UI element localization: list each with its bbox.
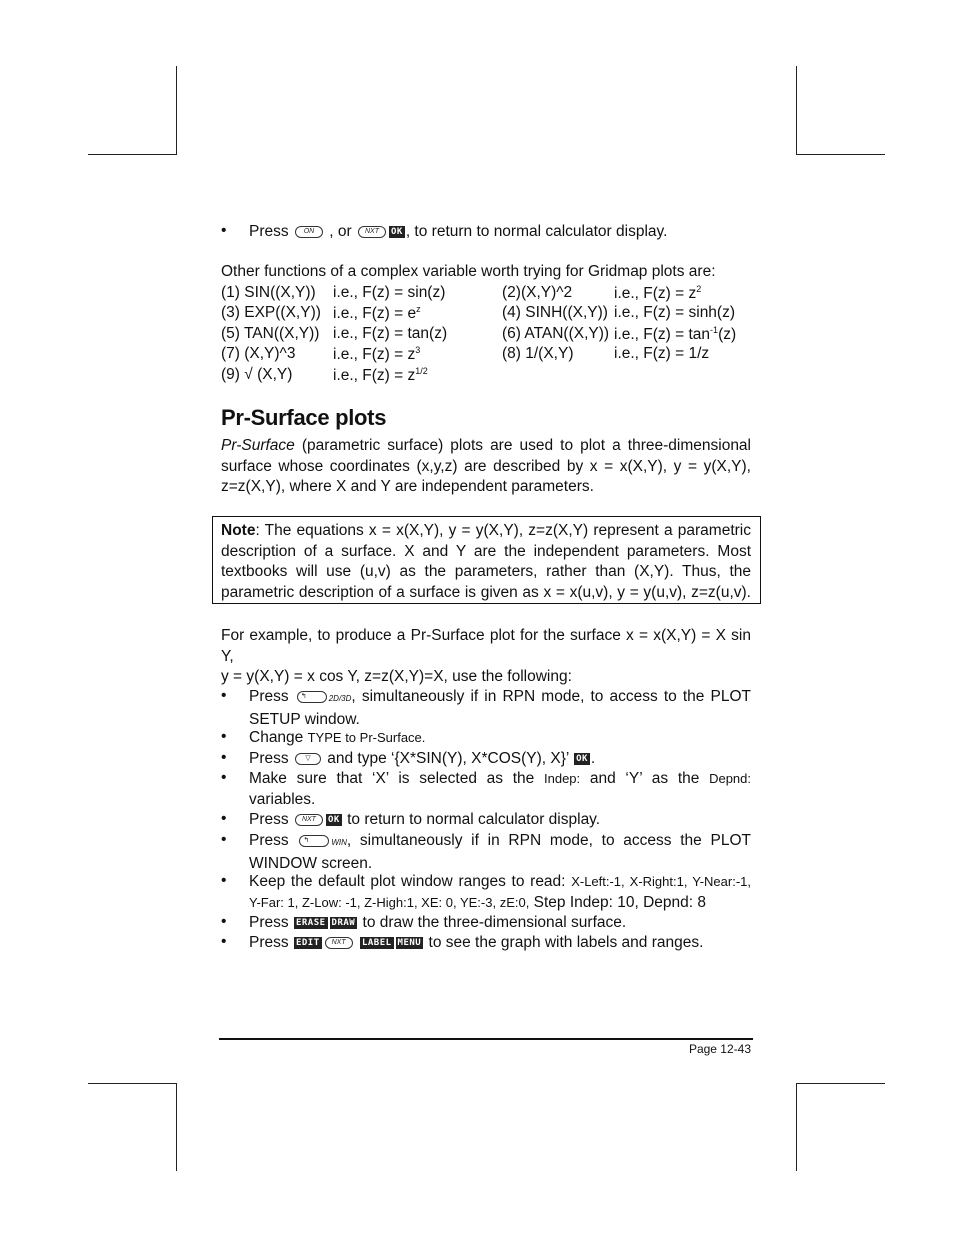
ok-softkey-icon: OK: [390, 226, 403, 237]
edit-softkey-icon: EDIT: [295, 937, 320, 948]
crop-mark: [88, 1083, 177, 1084]
crop-mark: [796, 1083, 885, 1084]
win-key-icon: WIN: [331, 838, 347, 847]
nxt-key-icon: NXT: [295, 814, 323, 826]
erase-softkey-icon: ERASE: [295, 917, 326, 928]
crop-mark: [796, 66, 797, 154]
crop-mark: [176, 66, 177, 154]
ok-softkey-icon: OK: [327, 814, 340, 825]
footer-rule: [219, 1038, 753, 1040]
functions-intro: Other functions of a complex variable worth trying for Gridmap plots are:: [221, 263, 716, 280]
on-key-icon: ON: [295, 226, 323, 238]
crop-mark: [88, 154, 177, 155]
down-arrow-key-icon: ▽: [295, 753, 321, 765]
ok-softkey-icon: OK: [576, 753, 588, 764]
crop-mark: [796, 154, 885, 155]
left-shift-key-icon: ↰: [297, 691, 327, 703]
note-text: Note: The equations x = x(X,Y), y = y(X,Y), z=z(X,Y) represent a parametric description of a surface. X and Y are the independent parameters. Most textbooks will use (u,v) as the parameters, rather than (X,Y). Thus, the parametric description of a surface is given as x = x(u,v), y = y(u,v), z=z(u,v).: [221, 522, 751, 601]
page-number: Page 12-43: [688, 1042, 751, 1056]
2d3d-key-icon: 2D/3D: [328, 694, 352, 703]
nxt-key-icon: NXT: [358, 226, 386, 238]
left-shift-key-icon: ↰: [299, 835, 329, 847]
menu-softkey-icon: MENU: [397, 937, 422, 948]
example-paragraph: For example, to produce a Pr-Surface plot for the surface x = x(X,Y) = X sin Y, y = y(X,Y) = x cos Y, z=z(X,Y)=X, use the following:: [221, 627, 751, 685]
section-paragraph: Pr-Surface (parametric surface) plots are used to plot a three-dimensional surface whose coordinates (x,y,z) are described by x = x(X,Y), y = y(X,Y), z=z(X,Y), where X and Y are independent parameters.: [221, 437, 751, 495]
draw-softkey-icon: DRAW: [331, 917, 356, 928]
nxt-key-icon: NXT: [325, 937, 353, 949]
crop-mark: [796, 1083, 797, 1171]
section-title: Pr-Surface plots: [221, 405, 387, 430]
crop-mark: [176, 1083, 177, 1171]
label-softkey-icon: LABEL: [361, 937, 392, 948]
